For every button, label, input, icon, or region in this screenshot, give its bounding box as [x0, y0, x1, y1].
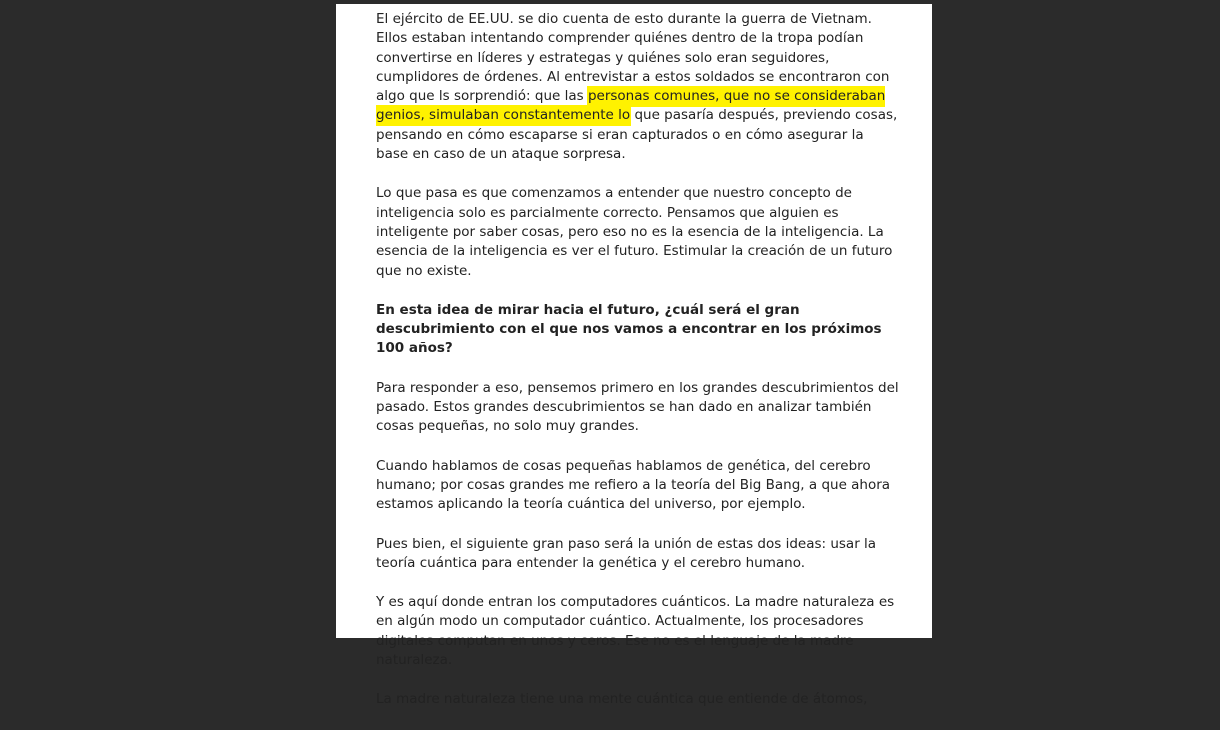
document-page — [336, 4, 932, 708]
paragraph-mother-nature: La madre naturaleza tiene una mente cuántica que entiende de átomos, — [376, 691, 868, 708]
article-body — [376, 10, 900, 730]
paragraph-quantum-computers: Y es aquí donde entran los computadores cuánticos. La madre naturaleza es en algún modo un computador cuántico. Actualmente, los procesadores digitales computan en unos y ceros. Ese no es el lenguaje de la madre naturaleza. — [376, 594, 895, 669]
interview-question: En esta idea de mirar hacia el futuro, ¿cuál será el gran descubrimiento con el que nos vamos a encontrar en los próximos 100 años? — [376, 301, 882, 357]
highlighted-text: personas comunes, que no se consideraban genios, simulaban constantemente lo — [376, 88, 886, 124]
paragraph-intelligence: Lo que pasa es que comenzamos a entender que nuestro concepto de inteligencia solo es parcialmente correcto. Pensamos que alguien es inteligente por saber cosas, pero eso no es la esencia de la inteligencia. La esencia de la inteligencia es ver el futuro. Estimular la creación de un futuro que no existe. — [376, 185, 893, 279]
paragraph-discoveries: Para responder a eso, pensemos primero en los grandes descubrimientos del pasado. Estos grandes descubrimientos se han dado en analizar también cosas pequeñas, no solo muy grandes. — [376, 379, 899, 435]
paragraph-small-big: Cuando hablamos de cosas pequeñas hablamos de genética, del cerebro humano; por cosas grandes me refiero a la teoría del Big Bang, a que ahora estamos aplicando la teoría cuántica del universo, por ejemplo. — [376, 457, 891, 513]
paragraph-next-step: Pues bien, el siguiente gran paso será la unión de estas dos ideas: usar la teoría cuántica para entender la genética y el cerebro humano. — [376, 535, 877, 571]
paragraph-vietnam — [376, 10, 900, 164]
paragraph-text: que pasaría después, previendo cosas, pensando en cómo escaparse si eran capturados o en cómo asegurar la base en caso de un ataque sorpresa. — [376, 107, 898, 163]
paragraph-text: El ejército de EE.UU. se dio cuenta de esto durante la guerra de Vietnam. Ellos estaban intentando comprender quiénes dentro de la tropa podían convertirse en líderes y estrategas y quiénes solo eran seguidores, cumplidores de órdenes. Al entrevistar a estos soldados se encontraron con algo que ls sorprendió: que las — [376, 11, 890, 105]
